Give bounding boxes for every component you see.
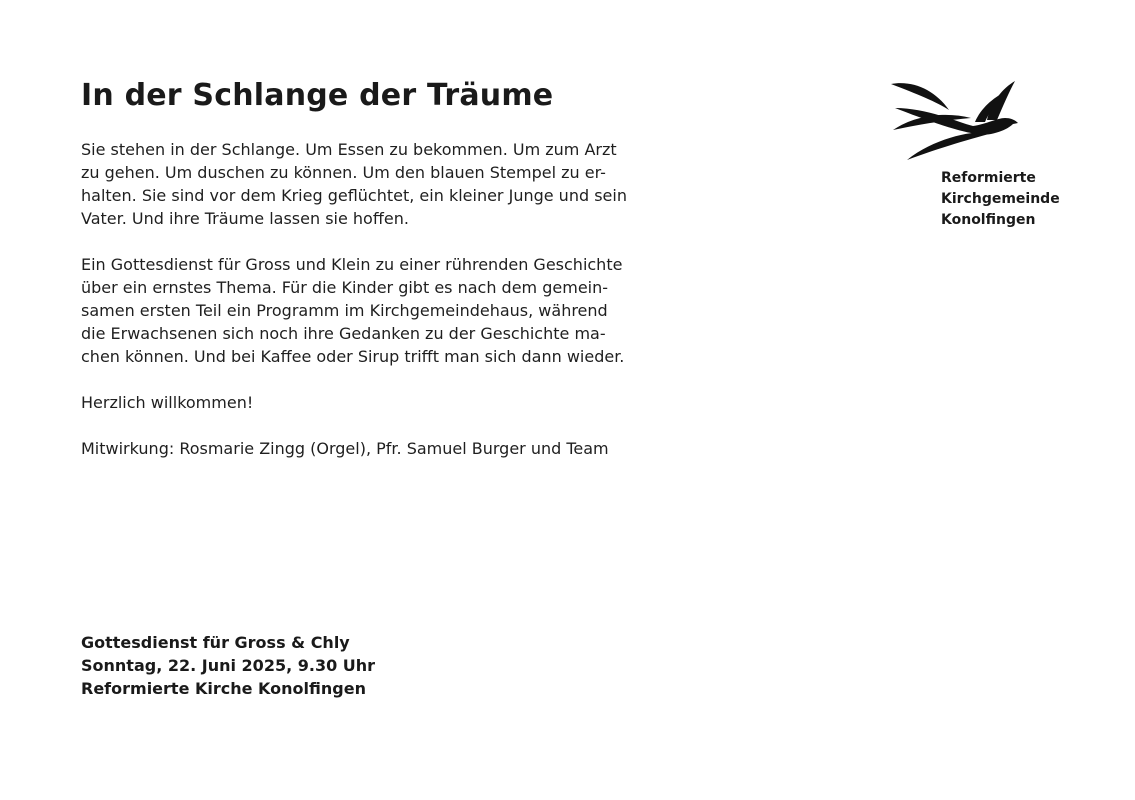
event-info <box>81 631 375 700</box>
dove-icon <box>887 78 1027 168</box>
paragraph-line: über ein ernstes Thema. Für die Kinder gibt es nach dem gemein- <box>81 278 609 297</box>
paragraph-story <box>81 138 661 230</box>
org-name-line: Kirchgemeinde <box>941 191 1060 207</box>
event-name: Gottesdienst für Gross & Chly <box>81 633 350 652</box>
credits <box>81 437 661 460</box>
paragraph-line: chen können. Und bei Kaffee oder Sirup trifft man sich dann wieder. <box>81 347 625 366</box>
event-datetime: Sonntag, 22. Juni 2025, 9.30 Uhr <box>81 656 376 675</box>
org-name-line: Reformierte <box>941 170 1036 186</box>
credits-text: Mitwirkung: Rosmarie Zingg (Orgel), Pfr. Samuel Burger und Team <box>81 439 609 458</box>
org-name <box>941 168 1060 231</box>
page-title: In der Schlange der Träume <box>81 78 554 113</box>
paragraph-line: Ein Gottesdienst für Gross und Klein zu einer rührenden Geschichte <box>81 255 623 274</box>
body-text <box>81 138 661 483</box>
paragraph-line: samen ersten Teil ein Programm im Kirchgemeindehaus, während <box>81 301 608 320</box>
greeting-text: Herzlich willkommen! <box>81 393 254 412</box>
paragraph-line: Vater. Und ihre Träume lassen sie hoffen. <box>81 209 409 228</box>
church-logo <box>887 78 1067 238</box>
paragraph-line: zu gehen. Um duschen zu können. Um den blauen Stempel zu er- <box>81 163 606 182</box>
paragraph-service <box>81 253 661 368</box>
paragraph-line: Sie stehen in der Schlange. Um Essen zu bekommen. Um zum Arzt <box>81 140 617 159</box>
greeting <box>81 391 661 414</box>
event-location: Reformierte Kirche Konolfingen <box>81 679 366 698</box>
paragraph-line: halten. Sie sind vor dem Krieg geflüchtet, ein kleiner Junge und sein <box>81 186 627 205</box>
org-name-line: Konolfingen <box>941 212 1036 228</box>
paragraph-line: die Erwachsenen sich noch ihre Gedanken zu der Geschichte ma- <box>81 324 606 343</box>
